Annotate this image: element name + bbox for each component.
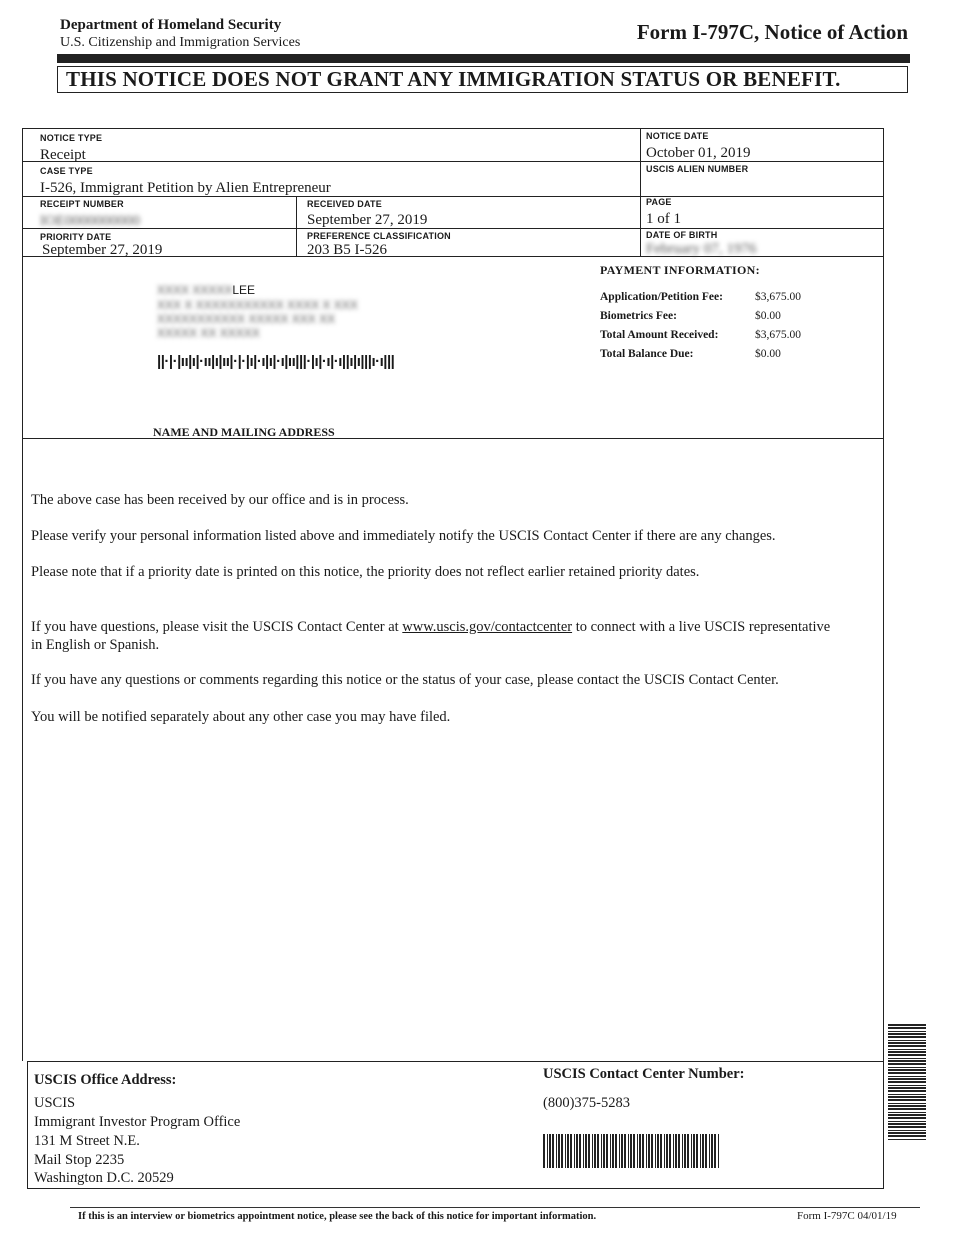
payment-row-label: Application/Petition Fee: (600, 291, 723, 303)
office-address-line: Immigrant Investor Program Office (34, 1114, 241, 1130)
grid-rule (22, 228, 884, 229)
body-paragraph: You will be notified separately about any other case you may have filed. (31, 709, 451, 725)
address-line-1: XXX X XXXXXXXXXXX XXXX X XXX (157, 298, 358, 312)
bottom-rule (70, 1207, 920, 1208)
notice-date-value: October 01, 2019 (646, 145, 751, 161)
preference-label: PREFERENCE CLASSIFICATION (307, 231, 451, 241)
grid-rule (22, 161, 884, 162)
address-line-3: XXXXX XX XXXXX (157, 326, 260, 340)
payment-row-value: $3,675.00 (755, 329, 801, 341)
appointment-note: If this is an interview or biometrics appointment notice, please see the back of this notice for important information. (78, 1211, 597, 1222)
payment-row-label: Biometrics Fee: (600, 310, 677, 322)
office-address-line: Mail Stop 2235 (34, 1152, 125, 1168)
dob-value: February 07, 1976 (646, 241, 757, 256)
received-date-label: RECEIVED DATE (307, 199, 382, 209)
preference-value: 203 B5 I-526 (307, 242, 387, 258)
recipient-name (157, 283, 255, 297)
contact-text-after: to connect with a live USCIS representative in English or Spanish. (31, 619, 831, 653)
agency-name: Department of Homeland Security (60, 17, 282, 33)
side-barcode (888, 1024, 928, 1142)
payment-row-value: $0.00 (755, 348, 781, 360)
office-address-line: Washington D.C. 20529 (34, 1170, 174, 1186)
office-address-line: USCIS (34, 1095, 76, 1111)
priority-date-value: September 27, 2019 (42, 242, 163, 258)
payment-row-value: $0.00 (755, 310, 781, 322)
form-identifier: Form I-797C 04/01/19 (797, 1210, 897, 1222)
payment-row-value: $3,675.00 (755, 291, 801, 303)
receipt-number-value: IOE0000000000 (40, 213, 140, 229)
status-banner-text: THIS NOTICE DOES NOT GRANT ANY IMMIGRATION STATUS OR BENEFIT. (66, 67, 841, 91)
case-type-value: I-526, Immigrant Petition by Alien Entrepreneur (40, 180, 331, 196)
notice-date-label: NOTICE DATE (646, 131, 709, 141)
page-label: PAGE (646, 197, 672, 207)
received-date-value: September 27, 2019 (307, 212, 428, 228)
form-title: Form I-797C, Notice of Action (636, 20, 908, 44)
office-address-title: USCIS Office Address: (34, 1072, 177, 1088)
dob-label: DATE OF BIRTH (646, 230, 718, 240)
payment-title: PAYMENT INFORMATION: (600, 263, 760, 277)
page-value: 1 of 1 (646, 211, 681, 227)
name-mailing-address-label: NAME AND MAILING ADDRESS (153, 425, 335, 439)
body-paragraph: The above case has been received by our office and is in process. (31, 492, 409, 508)
notice-type-value: Receipt (40, 147, 86, 163)
body-paragraph-contact (31, 618, 831, 654)
priority-date-label: PRIORITY DATE (40, 232, 112, 242)
contact-text-before: If you have questions, please visit the USCIS Contact Center at (31, 619, 403, 635)
document-barcode (543, 1134, 723, 1170)
payment-row-label: Total Balance Due: (600, 348, 694, 360)
body-paragraph: Please note that if a priority date is printed on this notice, the priority does not reflect earlier retained priority dates. (31, 564, 700, 580)
alien-number-label: USCIS ALIEN NUMBER (646, 164, 749, 174)
receipt-number-label: RECEIPT NUMBER (40, 199, 124, 209)
postal-barcode: ||·|·|ıı|ı|·ıı|ı|ıı|·|·|ı|·ı|ı|·ı|ıı|||·|ı|·ı|·ı||ı|ı|||ı·ı||| (157, 353, 395, 370)
payment-row-label: Total Amount Received: (600, 329, 719, 341)
recipient-name-redacted: XXXX XXXXX (157, 283, 233, 297)
recipient-surname: LEE (232, 283, 256, 297)
contact-center-link[interactable]: www.uscis.gov/contactcenter (402, 619, 573, 635)
office-address-line: 131 M Street N.E. (34, 1133, 140, 1149)
body-paragraph: If you have any questions or comments regarding this notice or the status of your case, please contact the USCIS Contact Center. (31, 672, 779, 688)
notice-type-label: NOTICE TYPE (40, 133, 103, 143)
case-type-label: CASE TYPE (40, 166, 93, 176)
status-banner (57, 66, 908, 93)
contact-center-title: USCIS Contact Center Number: (543, 1066, 745, 1082)
grid-rule (296, 196, 297, 257)
header-rule (57, 54, 910, 63)
grid-rule (640, 128, 641, 257)
contact-center-number: (800)375-5283 (543, 1095, 630, 1111)
body-paragraph: Please verify your personal information listed above and immediately notify the USCIS Contact Center if there are any changes. (31, 528, 776, 544)
sub-agency-name: U.S. Citizenship and Immigration Services (60, 35, 301, 50)
address-line-2: XXXXXXXXXXX XXXXX XXX XX (157, 312, 336, 326)
